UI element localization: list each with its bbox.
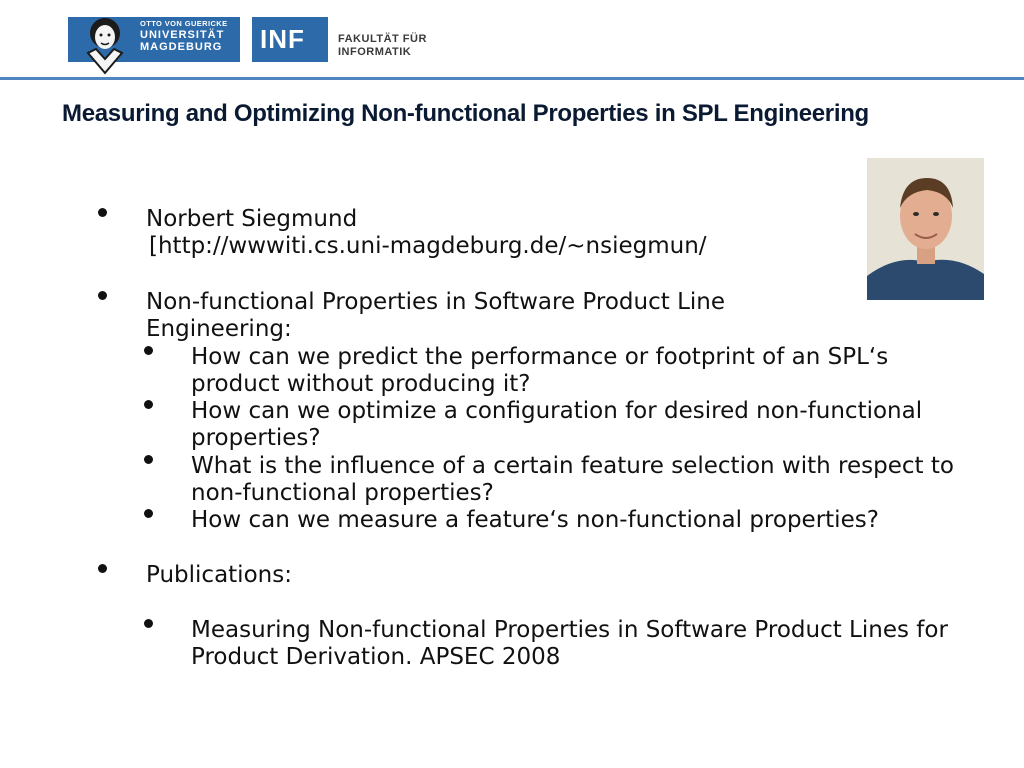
publication-item: Measuring Non-functional Properties in Software Product Lines for Product Derivation. APSEC 2008 [191, 617, 948, 670]
bullet-dot [98, 564, 107, 573]
author-photo [867, 158, 984, 300]
sub-bullet-dot [144, 400, 153, 409]
author-name: Norbert Siegmund [146, 206, 358, 232]
inf-logo: INF [252, 17, 328, 62]
bullet-dot [98, 291, 107, 300]
university-logo [68, 17, 240, 62]
author-url: [http://wwwiti.cs.uni-magdeburg.de/~nsiegmun/ [149, 233, 707, 259]
university-line2: MAGDEBURG [140, 40, 223, 53]
otto-von-guericke-portrait-icon [74, 13, 136, 75]
slide-header [0, 0, 1024, 78]
sub-bullet-dot [144, 455, 153, 464]
sub-bullet-dot [144, 619, 153, 628]
sub-bullet-dot [144, 346, 153, 355]
university-top-text: OTTO VON GUERICKE [140, 19, 228, 28]
header-divider [0, 77, 1024, 80]
publications-label: Publications: [146, 562, 292, 588]
university-line1: UNIVERSITÄT [140, 28, 225, 41]
slide-title: Measuring and Optimizing Non-functional Properties in SPL Engineering [62, 100, 869, 127]
sub-bullet-dot [144, 509, 153, 518]
question-item: What is the influence of a certain feature selection with respect to non-functional properties? [191, 453, 954, 506]
topic-text: Non-functional Properties in Software Product Line Engineering: [146, 289, 725, 342]
question-item: How can we predict the performance or footprint of an SPL‘s product without producing it? [191, 344, 889, 397]
question-item: How can we optimize a configuration for desired non-functional properties? [191, 398, 923, 451]
faculty-name [338, 33, 427, 59]
faculty-line1: FAKULTÄT FÜR [338, 33, 427, 45]
faculty-line2: INFORMATIK [338, 46, 412, 59]
bullet-dot [98, 208, 107, 217]
question-item: How can we measure a feature‘s non-functional properties? [191, 507, 879, 533]
